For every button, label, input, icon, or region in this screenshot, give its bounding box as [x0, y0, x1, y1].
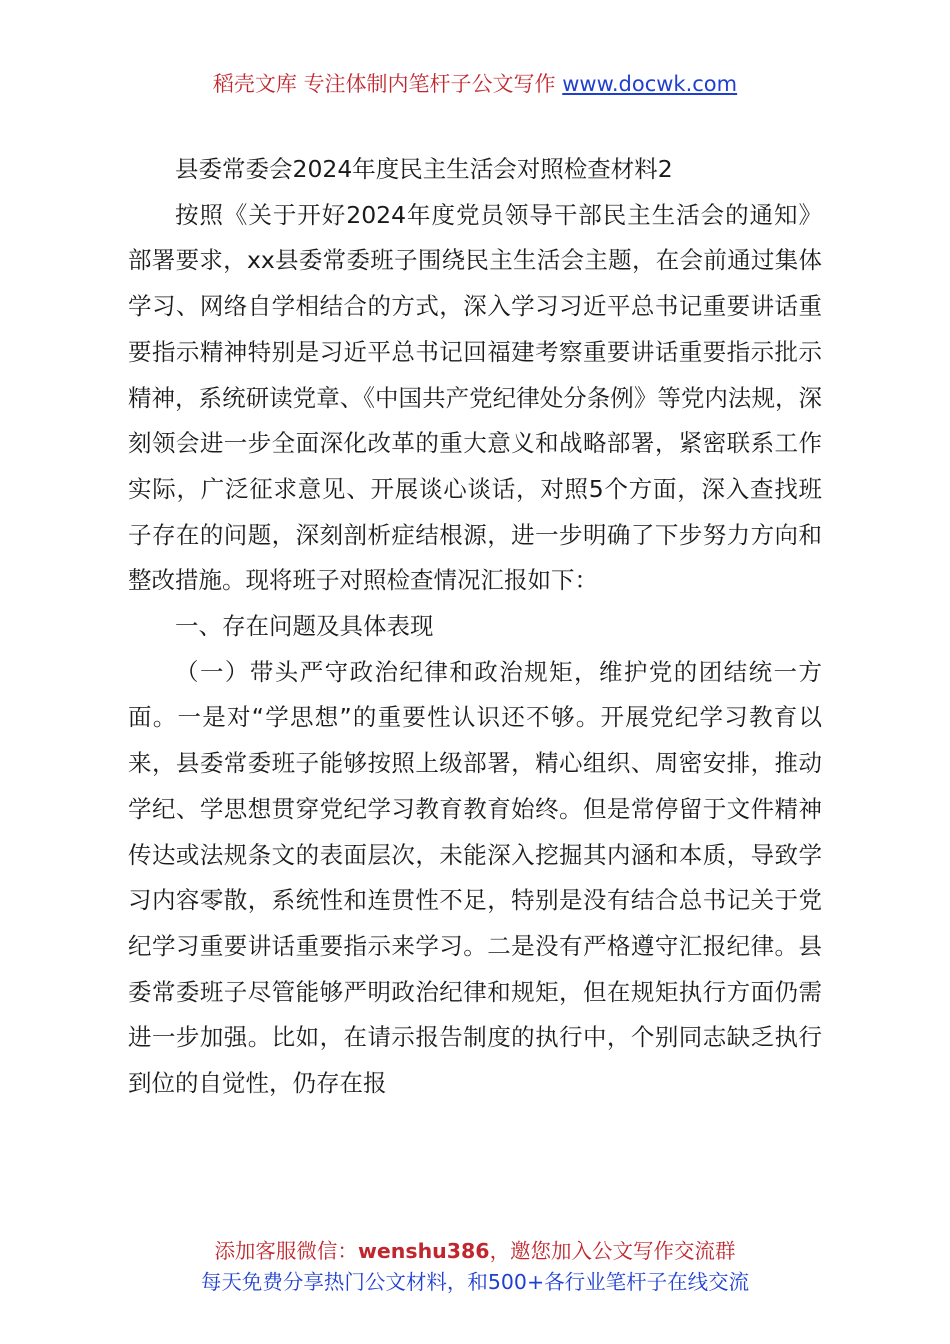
footer-promo-line: 每天免费分享热门公文材料，和500+各行业笔杆子在线交流	[200, 1270, 750, 1294]
page-footer	[0, 1236, 950, 1298]
footer-contact-prefix: 添加客服微信：	[214, 1239, 358, 1263]
site-url-link[interactable]: www.docwk.com	[562, 72, 738, 96]
site-tagline: 专注体制内笔杆子公文写作	[303, 72, 556, 96]
document-body	[128, 147, 822, 1107]
wechat-id: wenshu386	[357, 1239, 490, 1263]
footer-contact-line	[0, 1236, 950, 1267]
intro-paragraph: 按照《关于开好2024年度党员领导干部民主生活会的通知》部署要求，xx县委常委班子围绕民主生活会主题，在会前通过集体学习、网络自学相结合的方式，深入学习习近平总书记重要讲话重要指示精神特别是习近平总书记回福建考察重要讲话重要指示批示精神，系统研读党章、《中国共产党纪律处分条例》等党内法规，深刻领会进一步全面深化改革的重大意义和战略部署，紧密联系工作实际，广泛征求意见、开展谈心谈话，对照5个方面，深入查找班子存在的问题，深刻剖析症结根源，进一步明确了下步努力方向和整改措施。现将班子对照检查情况汇报如下：	[128, 200, 822, 595]
document-title: 县委常委会2024年度民主生活会对照检查材料2	[175, 155, 673, 183]
site-name: 稻壳文库	[212, 72, 297, 96]
section-heading: 一、存在问题及具体表现	[175, 612, 434, 641]
page-header	[0, 66, 950, 102]
subsection-paragraph: （一）带头严守政治纪律和政治规矩，维护党的团结统一方面。一是对“学思想”的重要性认识还不够。开展党纪学习教育以来，县委常委班子能够按照上级部署，精心组织、周密安排，推动学纪、学思想贯穿党纪学习教育教育始终。但是常停留于文件精神传达或法规条文的表面层次，未能深入挖掘其内涵和本质，导致学习内容零散，系统性和连贯性不足，特别是没有结合总书记关于党纪学习重要讲话重要指示来学习。二是没有严格遵守汇报纪律。县委常委班子尽管能够严明政治纪律和规矩，但在规矩执行方面仍需进一步加强。比如，在请示报告制度的执行中，个别同志缺乏执行到位的自觉性，仍存在报	[128, 657, 822, 1098]
footer-contact-suffix: ，邀您加入公文写作交流群	[489, 1239, 736, 1263]
